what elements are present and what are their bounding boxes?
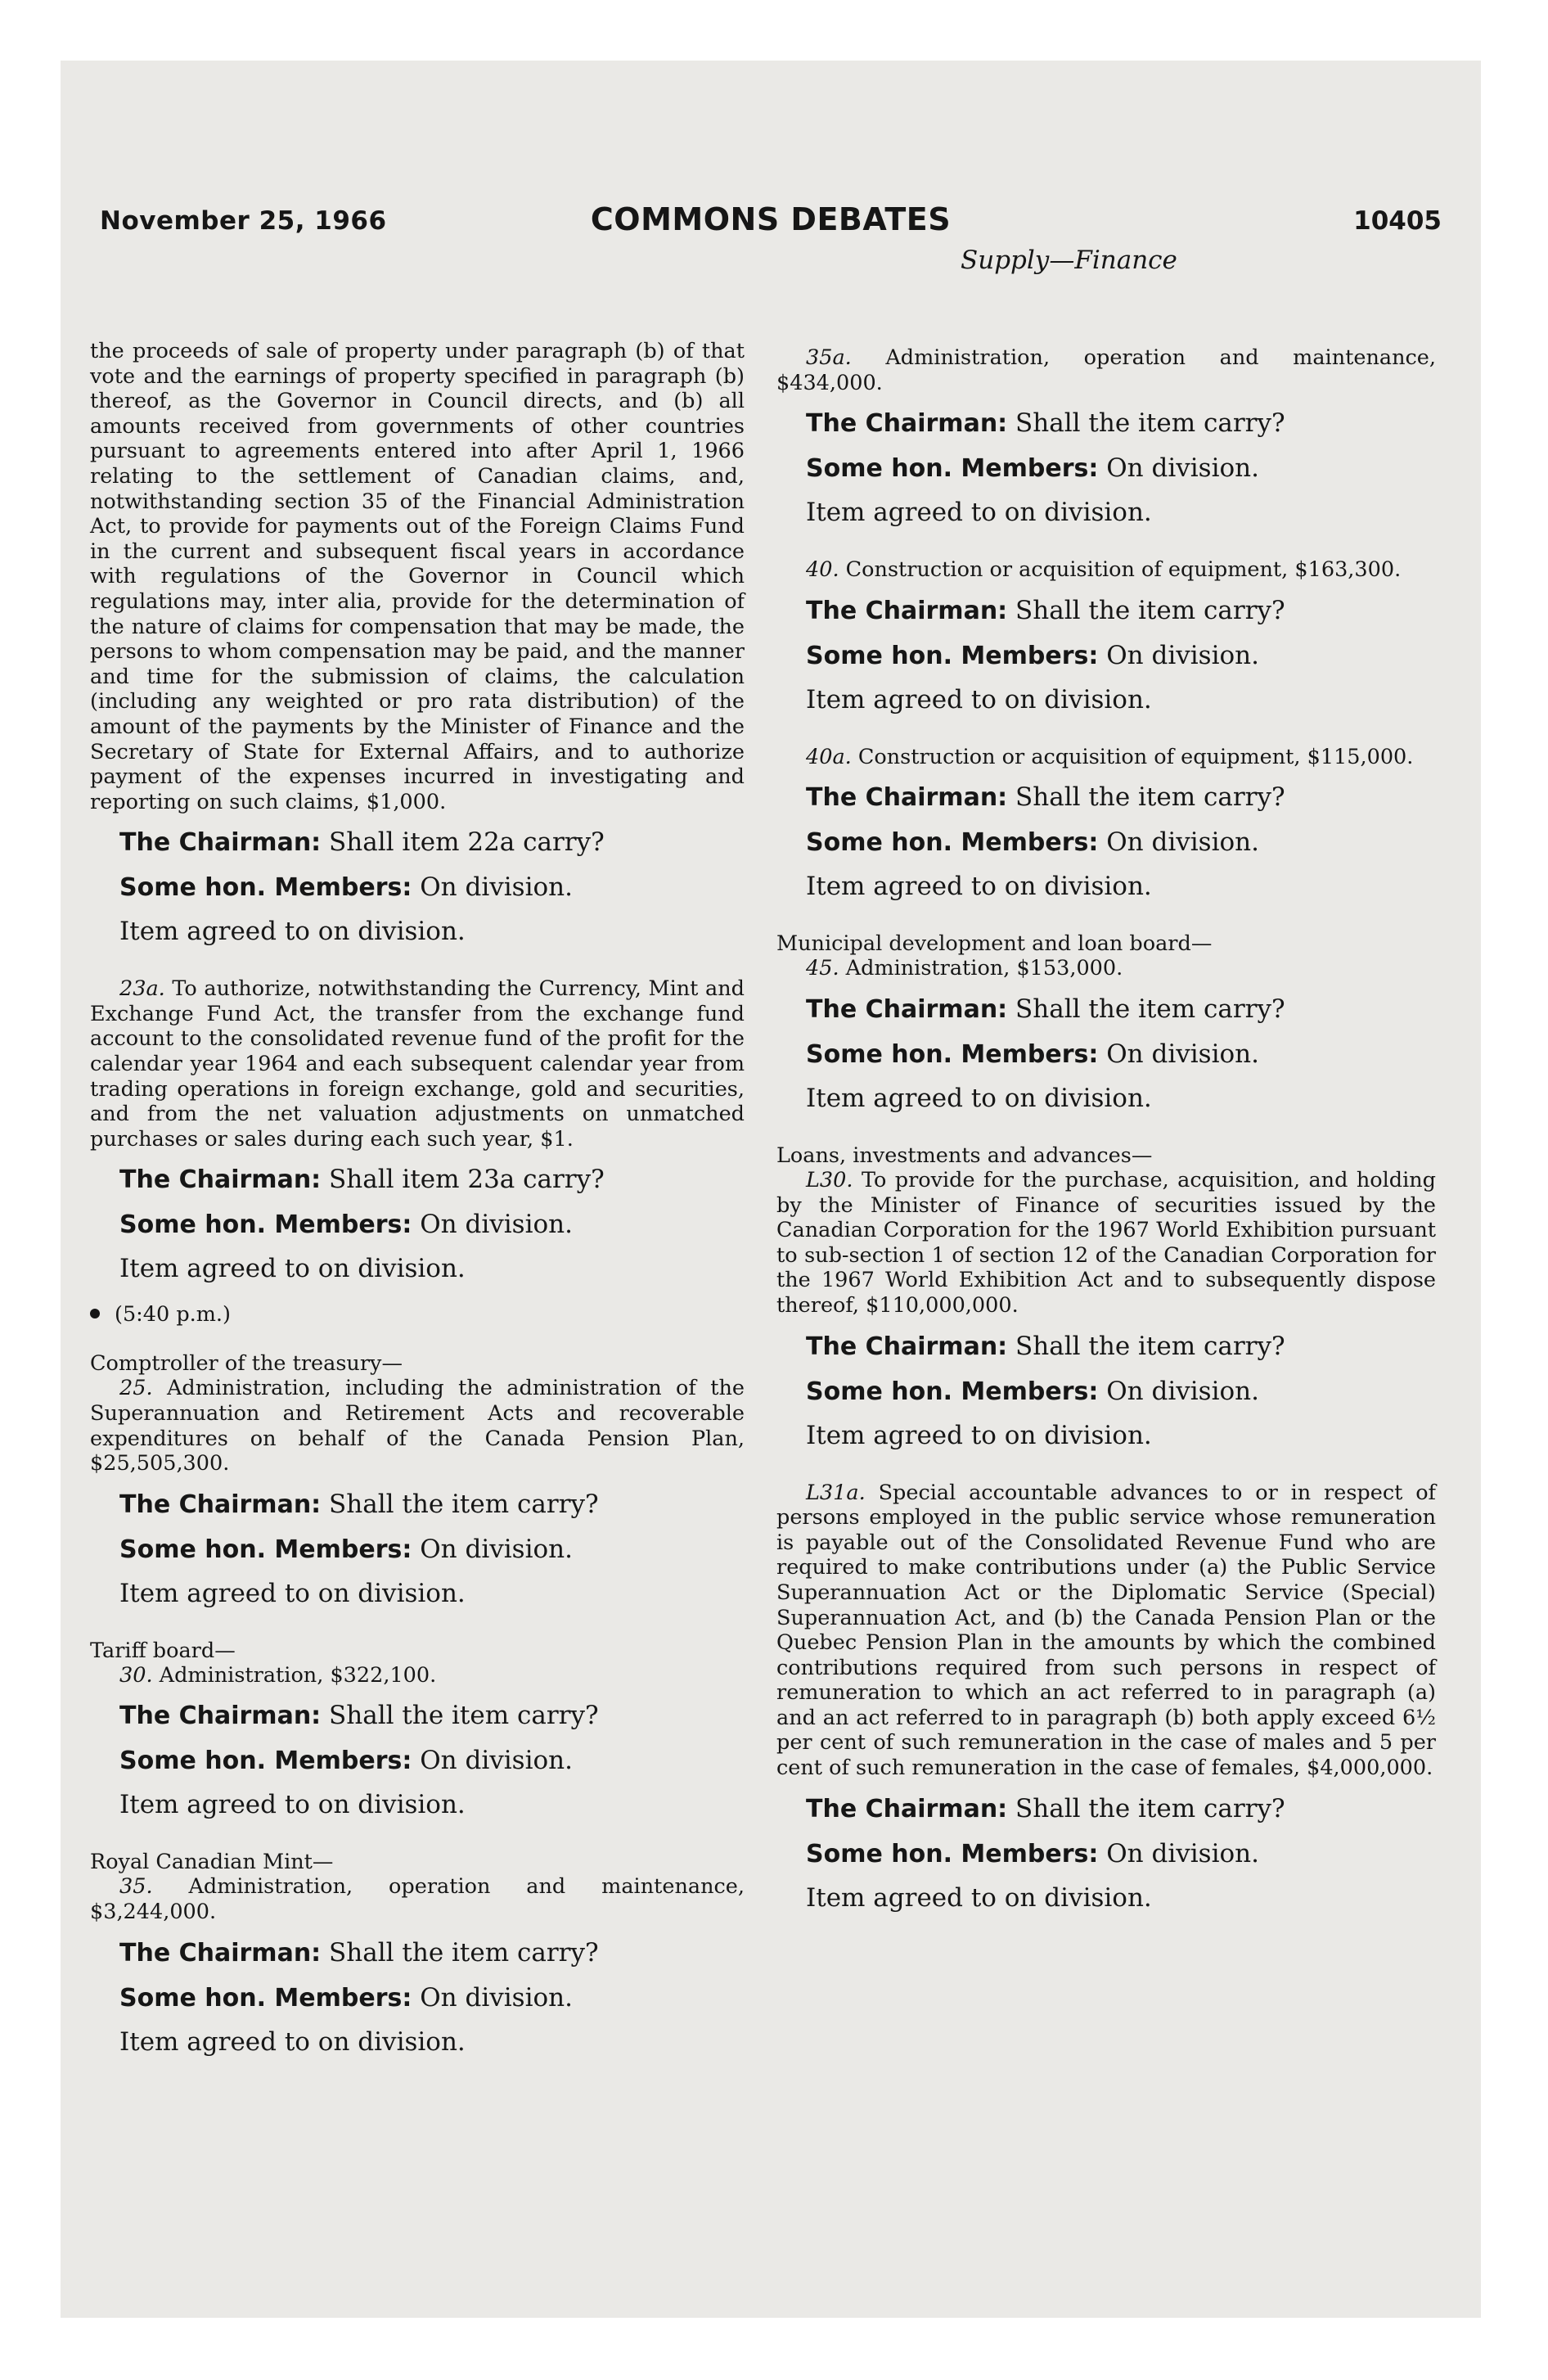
speaker-label: Some hon. Members:: [806, 1039, 1099, 1069]
item-L30: [776, 1168, 1436, 1318]
speaker-label: Some hon. Members:: [119, 1983, 412, 2013]
members-line: [119, 872, 745, 903]
item-text: Special accountable advances to or in respect of persons employed in the public service whose remuneration is payable out of the Consolidated Revenue Fund who are required to make contributions under (a) the Public Service Superannuation Act or the Diplomatic Service (Special) Superannuation Act, and (b) the Canada Pension Plan or the Quebec Pension Plan in the amounts by which the combined contributions required from such persons in respect of remuneration to which an act referred to in paragraph (a) and an act referred to in paragraph (b) both apply exceed 6½ per cent of such remuneration in the case of males and 5 per cent of such remuneration in the case of females, $4,000,000.: [776, 1480, 1436, 1781]
members-line: [806, 641, 1436, 671]
speaker-label: The Chairman:: [119, 828, 322, 858]
item-text: Administration, operation and maintenance, $3,244,000.: [90, 1874, 745, 1924]
question-text: Shall the item carry?: [1015, 1331, 1285, 1361]
speaker-label: Some hon. Members:: [806, 454, 1099, 484]
reply-text: On division.: [420, 1746, 573, 1776]
chairman-line: [119, 1938, 745, 1968]
right-column: [776, 273, 1436, 1943]
item-number: 40.: [806, 557, 839, 583]
item-45: [776, 956, 1436, 981]
speaker-label: The Chairman:: [119, 1702, 322, 1731]
speaker-label: Some hon. Members:: [806, 828, 1099, 858]
speaker-label: Some hon. Members:: [806, 641, 1099, 670]
item-L31a: [776, 1481, 1436, 1781]
paragraph-intro: the proceeds of sale of property under paragraph (b) of that vote and the earnings of property specified in paragraph (b) thereof, as the Governor in Council directs, and (b) all amounts received from governments of other countries pursuant to agreements entered into after April 1, 1966 relating to the settlement of Canadian claims, and, notwithstanding section 35 of the Financial Administration Act, to provide for payments out of the Foreign Claims Fund in the current and subsequent fiscal years in accordance with regulations of the Governor in Council which regulations may, inter alia, provide for the determination of the nature of claims for compensation that may be made, the persons to whom compensation may be paid, and the manner and time for the submission of claims, the calculation (including any weighted or pro rata distribution) of the amount of the payments by the Minister of Finance and the Secretary of State for External Affairs, and to authorize payment of the expenses incurred in investigating and reporting on such claims, $1,000.: [90, 339, 745, 814]
question-text: Shall the item carry?: [1015, 1793, 1285, 1823]
speaker-label: Some hon. Members:: [119, 1210, 412, 1240]
item-35a: [776, 345, 1436, 395]
item-25: [90, 1376, 745, 1476]
item-text: Administration, including the administration of the Superannuation and Retirement Acts and recoverable expenditures on behalf of the Canada Pension Plan, $25,505,300.: [90, 1376, 745, 1476]
members-line: [119, 1535, 745, 1565]
speaker-label: The Chairman:: [806, 1332, 1008, 1361]
chairman-line: [119, 1165, 745, 1195]
item-text: To authorize, notwithstanding the Currency, Mint and Exchange Fund Act, the transfer from the exchange fund account to the consolidated revenue fund of the profit for the calendar year 1964 and each subsequent calendar year from trading operations in foreign exchange, gold and securities, and from the net valuation adjustments on unmatched purchases or sales during each such year, $1.: [90, 976, 745, 1152]
agreed-line: Item agreed to on division.: [119, 1578, 466, 1608]
question-text: Shall the item carry?: [329, 1701, 599, 1731]
chairman-line: [119, 1490, 745, 1520]
question-text: Shall item 23a carry?: [329, 1165, 605, 1195]
left-column: [90, 273, 745, 2087]
question-text: Shall item 22a carry?: [329, 827, 605, 858]
header-title: COMMONS DEBATES: [590, 201, 952, 237]
item-30: [90, 1663, 745, 1688]
question-text: Shall the item carry?: [1015, 595, 1285, 625]
running-head: Supply—Finance: [961, 246, 1177, 275]
item-40: [776, 557, 1436, 583]
members-line: [806, 1377, 1436, 1407]
item-number: 30.: [119, 1662, 153, 1688]
item-number: L31a.: [806, 1480, 866, 1505]
time-stamp: [90, 1302, 745, 1327]
item-number: 45.: [806, 956, 839, 981]
section-heading: Comptroller of the treasury—: [90, 1351, 403, 1377]
time-text: (5:40 p.m.): [115, 1302, 231, 1327]
item-text: Construction or acquisition of equipment, $163,300.: [845, 557, 1402, 583]
agreed-line: Item agreed to on division.: [119, 2026, 466, 2057]
reply-text: On division.: [420, 872, 573, 903]
chairman-line: [806, 596, 1436, 626]
chairman-line: [806, 1332, 1436, 1362]
agreed-line: Item agreed to on division.: [119, 917, 466, 947]
members-line: [806, 1839, 1436, 1869]
chairman-line: [806, 782, 1436, 813]
agreed-line: Item agreed to on division.: [806, 1083, 1152, 1113]
item-number: 40a.: [806, 744, 852, 769]
speaker-label: The Chairman:: [119, 1938, 322, 1968]
chairman-line: [806, 994, 1436, 1025]
speaker-label: The Chairman:: [119, 1490, 322, 1519]
item-text: Administration, operation and maintenance, $434,000.: [776, 345, 1436, 395]
item-text: Construction or acquisition of equipment, $115,000.: [857, 744, 1414, 769]
agreed-line: Item agreed to on division.: [806, 684, 1152, 714]
chairman-line: [806, 408, 1436, 439]
speaker-label: The Chairman:: [119, 1165, 322, 1195]
item-text: Administration, $322,100.: [159, 1662, 437, 1688]
section-heading: Tariff board—: [90, 1638, 236, 1663]
question-text: Shall the item carry?: [329, 1937, 599, 1968]
agreed-line: Item agreed to on division.: [119, 1254, 466, 1284]
item-number: L30.: [806, 1167, 853, 1192]
reply-text: On division.: [1106, 1039, 1259, 1069]
reply-text: On division.: [420, 1210, 573, 1240]
reply-text: On division.: [1106, 1838, 1259, 1868]
members-line: [806, 827, 1436, 858]
header-page-number: 10405: [1353, 206, 1442, 236]
bullet-icon: [90, 1309, 100, 1318]
reply-text: On division.: [420, 1982, 573, 2013]
agreed-line: Item agreed to on division.: [806, 1882, 1152, 1913]
agreed-line: Item agreed to on division.: [119, 1790, 466, 1820]
section-heading: Loans, investments and advances—: [776, 1143, 1153, 1168]
question-text: Shall the item carry?: [1015, 782, 1285, 813]
reply-text: On division.: [1106, 1376, 1259, 1406]
reply-text: On division.: [420, 1534, 573, 1564]
members-line: [806, 1039, 1436, 1070]
chairman-line: [806, 1794, 1436, 1824]
speaker-label: Some hon. Members:: [806, 1839, 1099, 1868]
members-line: [806, 453, 1436, 484]
section-heading: Municipal development and loan board—: [776, 931, 1213, 957]
agreed-line: Item agreed to on division.: [806, 1420, 1152, 1450]
question-text: Shall the item carry?: [1015, 408, 1285, 439]
members-line: [119, 1746, 745, 1776]
item-number: 35a.: [806, 345, 852, 370]
item-text: To provide for the purchase, acquisition, and holding by the Minister of Finance of securities issued by the Canadian Corporation for the 1967 World Exhibition pursuant to sub-section 1 of section 12 of the Canadian Corporation for the 1967 World Exhibition Act and to subsequently dispose thereof, $110,000,000.: [776, 1167, 1437, 1318]
members-line: [119, 1983, 745, 2013]
reply-text: On division.: [1106, 640, 1259, 670]
item-number: 23a.: [119, 976, 165, 1002]
reply-text: On division.: [1106, 453, 1259, 484]
agreed-line: Item agreed to on division.: [806, 498, 1152, 528]
reply-text: On division.: [1106, 827, 1259, 858]
speaker-label: Some hon. Members:: [119, 1535, 412, 1564]
question-text: Shall the item carry?: [1015, 994, 1285, 1024]
speaker-label: The Chairman:: [806, 1794, 1008, 1823]
item-23a: [90, 976, 745, 1152]
members-line: [119, 1210, 745, 1240]
page-sheet: [61, 61, 1481, 2318]
speaker-label: The Chairman:: [806, 409, 1008, 439]
speaker-label: The Chairman:: [806, 783, 1008, 813]
question-text: Shall the item carry?: [329, 1489, 599, 1519]
item-number: 25.: [119, 1376, 153, 1401]
speaker-label: The Chairman:: [806, 994, 1008, 1024]
section-heading: Royal Canadian Mint—: [90, 1850, 334, 1875]
page-header: [61, 201, 1481, 255]
speaker-label: The Chairman:: [806, 596, 1008, 625]
item-35: [90, 1874, 745, 1924]
chairman-line: [119, 827, 745, 858]
speaker-label: Some hon. Members:: [119, 1747, 412, 1776]
item-number: 35.: [119, 1874, 153, 1900]
item-40a: [776, 745, 1436, 770]
speaker-label: Some hon. Members:: [119, 873, 412, 903]
header-date: November 25, 1966: [100, 206, 387, 236]
agreed-line: Item agreed to on division.: [806, 872, 1152, 902]
speaker-label: Some hon. Members:: [806, 1377, 1099, 1406]
chairman-line: [119, 1701, 745, 1731]
item-text: Administration, $153,000.: [845, 956, 1123, 981]
